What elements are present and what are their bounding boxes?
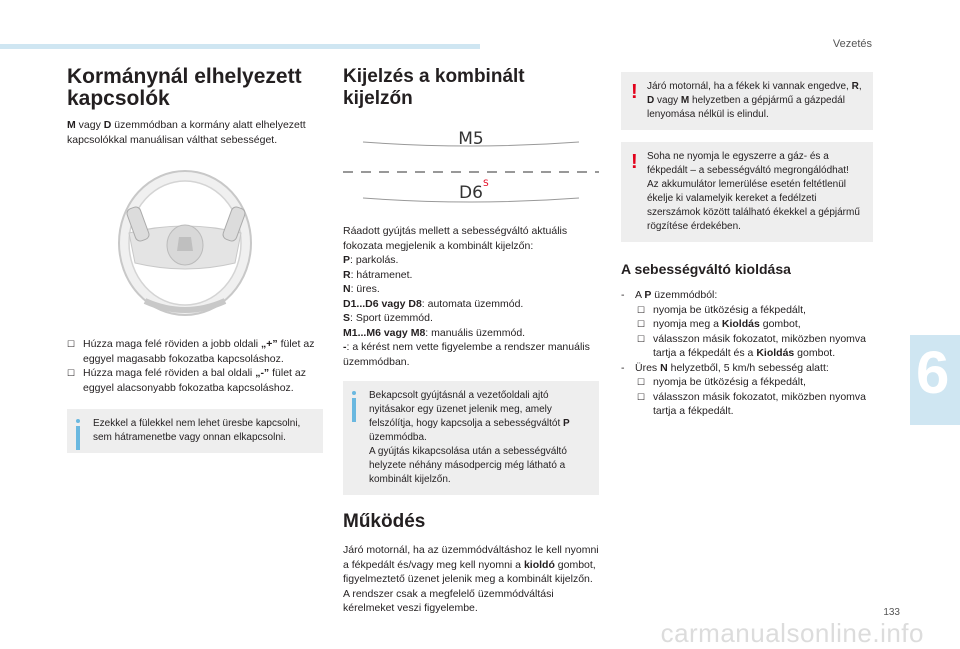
section-title-display: Kijelzés a kombinált kijelzőn bbox=[343, 66, 525, 109]
list-item: S: Sport üzemmód. bbox=[343, 312, 433, 324]
list-item: ☐ Húzza maga felé röviden a jobb oldali „+” fület az eggyel magasabb fokozatba kapcsoláshoz. bbox=[67, 338, 315, 365]
paddle-instructions bbox=[67, 337, 323, 395]
list-item: -: a kérést nem vette figyelembe a rendszer manuális üzemmódban. bbox=[343, 341, 590, 368]
steering-intro: M vagy D üzemmódban a kormány alatt elhelyezett kapcsolókkal manuálisan válthat sebességet. bbox=[67, 119, 306, 146]
gear-legend-list bbox=[343, 253, 599, 369]
release-steps bbox=[621, 288, 873, 419]
gear-display-svg bbox=[343, 120, 599, 210]
list-item: N: üres. bbox=[343, 283, 380, 295]
watermark: carmanualsonline.info bbox=[660, 618, 924, 648]
info-note-door: Bekapcsolt gyújtásnál a vezetőoldali ajtó nyitásakor egy üzenet jelenik meg, amely felszólítja, hogy kapcsolja a sebességváltót P üzemmódba. A gyújtás kikapcsolása után a sebességváltó helyzete néhány másodpercig még látható a kombinált kijelzőn. bbox=[343, 381, 599, 495]
list-item: ☐ nyomja be ütközésig a fékpedált, bbox=[637, 303, 806, 316]
steering-wheel-illustration bbox=[67, 163, 323, 323]
header-accent-bar bbox=[0, 44, 480, 49]
list-item: ☐ Húzza maga felé röviden a bal oldali „-” fület az eggyel alacsonyabb fokozatba kapcsoláshoz. bbox=[67, 367, 306, 394]
list-item: R: hátramenet. bbox=[343, 268, 413, 281]
info-icon bbox=[351, 391, 357, 421]
section-title-operation: Működés bbox=[343, 511, 426, 532]
column-steering-switches bbox=[67, 66, 323, 453]
list-item: ☐ nyomja be ütközésig a fékpedált, bbox=[637, 376, 806, 388]
list-item: ☐ válasszon másik fokozatot, miközben nyomva tartja a fékpedált. bbox=[637, 390, 867, 417]
list-item: ☐ nyomja meg a Kioldás gombot, bbox=[637, 318, 801, 330]
steering-wheel-svg bbox=[67, 163, 323, 323]
page-number: 133 bbox=[883, 607, 900, 618]
display-auto-gear: D6 bbox=[459, 183, 483, 203]
warning-note-pedals: ! Soha ne nyomja le egyszerre a gáz- és a fékpedált – a sebességváltó megrongálódhat! Az akkumulátor lemerülése esetén feltétlenül ékelje ki valamelyik kereket a fedélzeti szerszámok között található ékekkel a gépjármű rögzítése érdekében. bbox=[621, 142, 873, 242]
info-note-paddles: Ezekkel a fülekkel nem lehet üresbe kapcsolni, sem hátramenetbe vagy onnan elkapcsolni. bbox=[67, 409, 323, 453]
list-item: - Üres N helyzetből, 5 km/h sebesség alatt: bbox=[621, 361, 829, 374]
list-item: D1...D6 vagy D8: automata üzemmód. bbox=[343, 297, 524, 310]
operation-text-2: A rendszer csak a megfelelő üzemmódváltási kérelmeket veszi figyelembe. bbox=[343, 587, 554, 614]
display-manual-gear: M5 bbox=[458, 129, 484, 149]
column-warnings bbox=[621, 72, 873, 419]
list-item: - A P üzemmódból: bbox=[621, 289, 718, 301]
chapter-tab bbox=[910, 335, 960, 425]
section-title-release: A sebességváltó kioldása bbox=[621, 261, 791, 277]
warning-icon: ! bbox=[631, 151, 638, 173]
list-item: M1...M6 vagy M8: manuális üzemmód. bbox=[343, 326, 526, 339]
info-icon bbox=[75, 419, 81, 449]
warning-icon: ! bbox=[631, 81, 638, 103]
warning-note-creep: ! Járó motornál, ha a fékek ki vannak engedve, R, D vagy M helyzetben a gépjármű a gázpedál lenyomása nélkül is elindul. bbox=[621, 72, 873, 130]
section-title-steering-switches: Kormánynál elhelyezett kapcsolók bbox=[67, 65, 302, 110]
instrument-display-illustration bbox=[343, 120, 599, 210]
chapter-title: Vezetés bbox=[832, 38, 872, 50]
operation-text: Járó motornál, ha az üzemmódváltáshoz le kell nyomni a fékpedált és/vagy meg kell nyomni a kioldó gombot, figyelmeztető üzenet jelenik meg a kombinált kijelzőn. bbox=[343, 544, 599, 585]
list-item: ☐ válasszon másik fokozatot, miközben nyomva tartja a fékpedált és a Kioldás gombot. bbox=[637, 332, 867, 359]
list-item: P: parkolás. bbox=[343, 254, 399, 266]
column-display bbox=[343, 66, 599, 616]
chapter-number: 6 bbox=[916, 339, 950, 406]
display-intro: Ráadott gyújtás mellett a sebességváltó aktuális fokozata megjelenik a kombinált kijelzőn: bbox=[343, 225, 568, 252]
display-sport-indicator: S bbox=[483, 179, 489, 189]
